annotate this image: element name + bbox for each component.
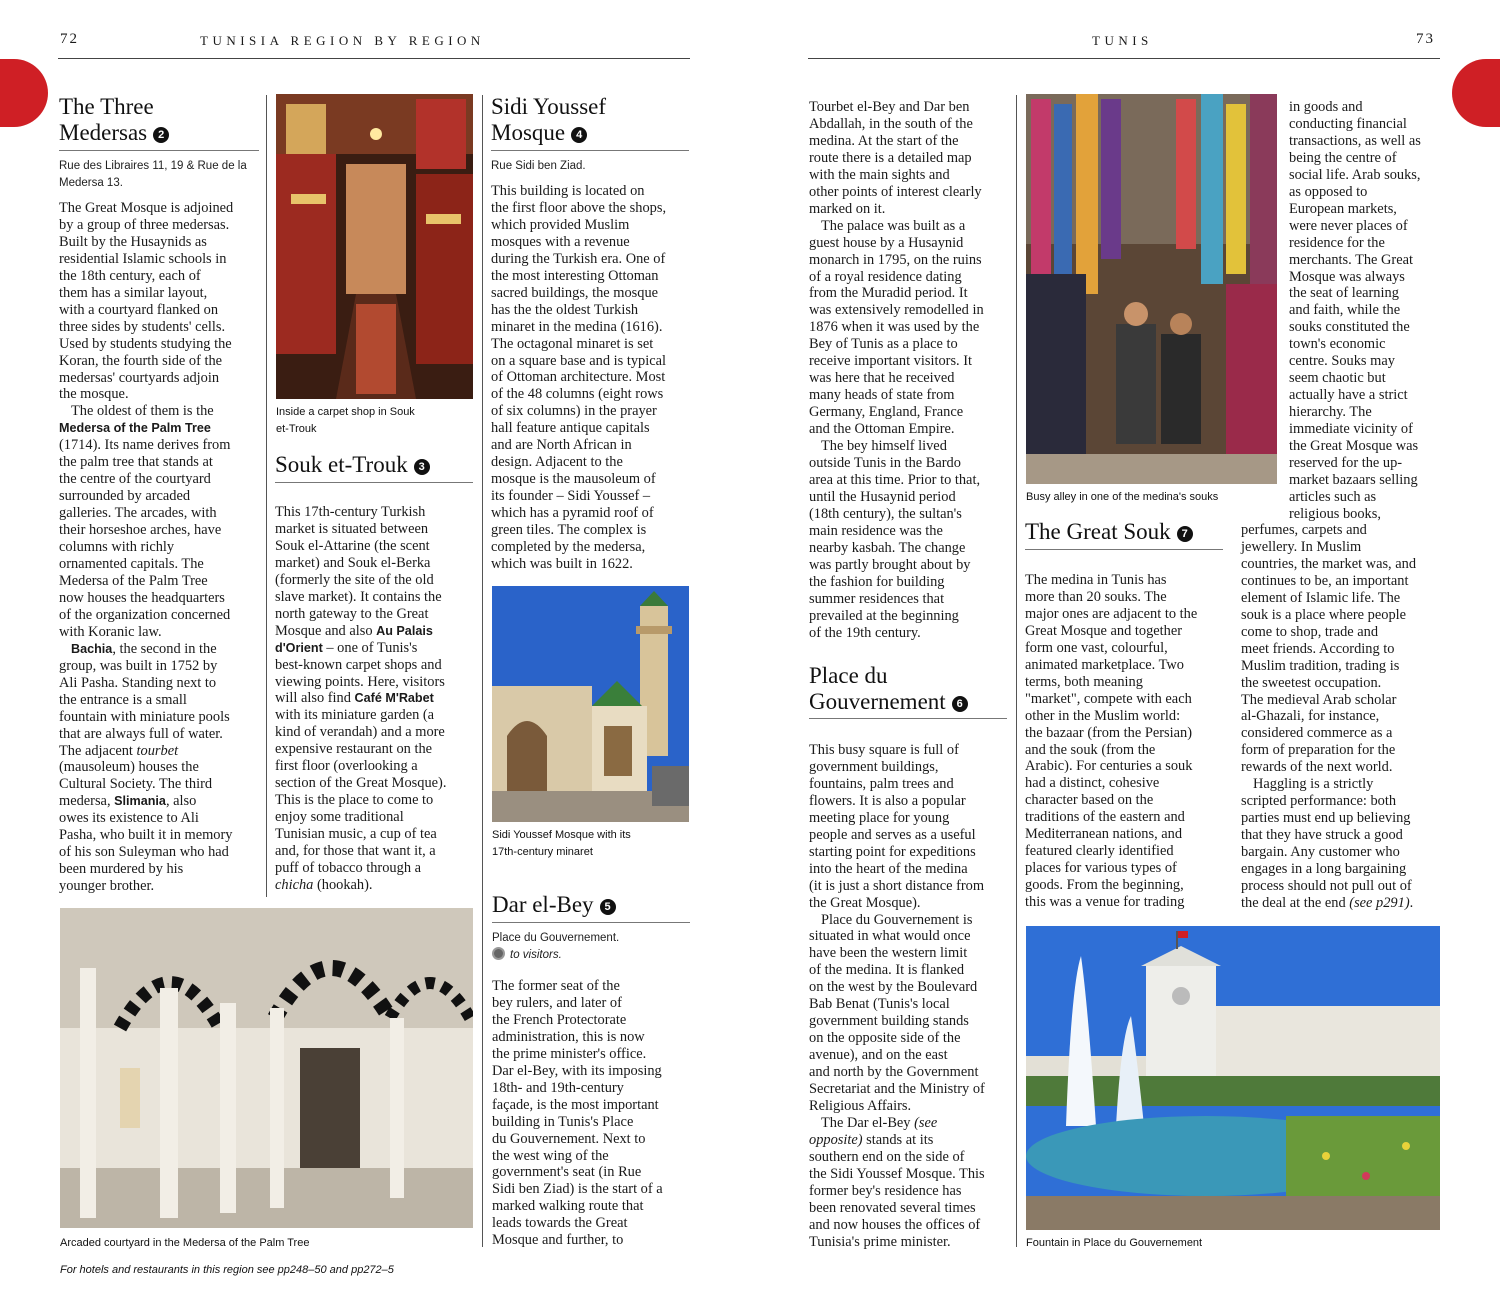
section-heading-three-medersas: [59, 94, 259, 146]
heading-line: Place du: [809, 663, 888, 688]
paragraph: The Dar el-Bey: [821, 1114, 915, 1131]
heading-rule: [809, 718, 1007, 719]
body-text-place-du-gouvernement: [809, 742, 1014, 1251]
column-rule: [1016, 95, 1017, 1247]
sight-number-badge: 3: [414, 459, 430, 475]
address-line: Medersa 13.: [59, 177, 123, 189]
left-running-head: TUNISIA REGION BY REGION: [200, 33, 485, 48]
section-heading-great-souk: [1025, 519, 1235, 545]
heading-line: Medersas: [59, 120, 148, 145]
body-text-souk-column-continued: [1241, 522, 1446, 912]
paragraph: .: [1409, 894, 1414, 911]
body-text-sidi-youssef: This building is located on the first floor above the shops, which provided Muslim mosques with a revenue during the Turkish era. One of the most interesting Ottoman sacred buildings, the mosque has the the oldest Turkish minaret in the medina (1616). The octagonal minaret is set on a square base and is typical of Ottoman architecture. Most of the 48 columns (eight rows of six columns) in the prayer hall feature antique capitals and are North African in design. Adjacent to the mosque is the mausoleum of its founder – Sidi Youssef – which has a pyramid roof of green tiles. The complex is completed by the medersa, which was built in 1622.: [491, 183, 667, 572]
body-text-dar-el-bey-continued: [809, 99, 1014, 642]
italic-term: (see opposite): [809, 1114, 938, 1148]
column-rule: [482, 95, 483, 1247]
closed-icon: [492, 947, 505, 960]
right-page-number: 73: [1416, 31, 1435, 47]
caption-carpet-shop: [276, 404, 476, 438]
souk-alley-photo: [1026, 94, 1277, 484]
bold-term: Bachia: [71, 641, 113, 656]
heading-line: Dar el-Bey: [492, 892, 594, 917]
address: [492, 930, 692, 964]
body-text-dar-el-bey: The former seat of the bey rulers, and later of the French Protectorate administration, this is now the prime minister's office. Dar el-Bey, with its imposing 18th- and 19th-century façade, is the most important building in Tunis's Place du Gouvernement. Next to the west wing of the government's seat (in Rue Sidi ben Ziad) is the start of a marked walking route that leads towards the Great Mosque and further, to: [492, 978, 663, 1249]
body-text-souk-et-trouk: [275, 504, 475, 894]
paragraph: This busy square is full of government buildings, fountains, palm trees and flowers. It is also a popular meeting place for young people and serves as a useful starting point for expeditions into the heart of the medina (it is just a short distance from the Great Mosque).: [809, 742, 985, 911]
paragraph: perfumes, carpets and jewellery. In Muslim countries, the market was, and continues to be, an important element of Islamic life. The souk is a place where people come to shop, trade and meet friends. According to Muslim tradition, trading is the sweetest occupation. The medieval Arab scholar al-Ghazali, for instance, considered commerce as a form of preparation for the rewards of the next world.: [1241, 522, 1417, 776]
section-heading-place-du-gouvernement: [809, 663, 1014, 715]
right-header-rule: [808, 58, 1440, 59]
sight-number-badge: 2: [153, 127, 169, 143]
paragraph: Tourbet el-Bey and Dar ben Abdallah, in the south of the medina. At the start of the route there is a detailed map with the main sights and other points of interest clearly marked on it.: [809, 99, 982, 217]
right-running-head: TUNIS: [1092, 33, 1153, 48]
paragraph: The bey himself lived outside Tunis in the Bardo area at this time. Prior to that, until the Husaynid period (18th century), the sultan's main residence was the nearby kasbah. The change was partly brought about by the fashion for building summer residences that prevailed at the beginning of the 19th century.: [809, 438, 981, 641]
bold-term: Slimania: [114, 794, 166, 809]
address: Rue Sidi ben Ziad.: [491, 160, 586, 172]
paragraph: with its miniature garden (a kind of verandah) and a more expensive restaurant on the first floor (overlooking a section of the Great Mosque). This is the place to come to enjoy some traditional Tunisian music, a cup of tea and, for those that want it, a puff of tobacco through a: [275, 707, 447, 877]
closed-note: to visitors.: [510, 949, 562, 961]
body-text-souk-column: in goods and conducting financial transactions, as well as being the centre of social life. Arab souks, as opposed to European markets, were never places of residence for the merchants. The Great Mosque was always the seat of learning and faith, while the souks constituted the town's economic centre. Souks may seem chaotic but actually have a strict hierarchy. The immediate vicinity of the Great Mosque was reserved for the up- market bazaars selling articles such as religious books,: [1289, 99, 1421, 522]
caption-fountain: Fountain in Place du Gouvernement: [1026, 1237, 1203, 1249]
paragraph: The palace was built as a guest house by a Husaynid monarch in 1795, on the ruins of a royal residence dating from the Muradid period. It was extensively remodelled in 1876 when it was used by the Bey of Tunis as a place to receive important visitors. It was here that he received many heads of state from Germany, England, France and the Ottoman Empire.: [809, 217, 984, 438]
section-heading-souk-et-trouk: [275, 452, 475, 478]
paragraph: (1714). Its name derives from the palm tree that stands at the centre of the courtyard surrounded by arcaded galleries. The arcades, with their horseshoe arches, have columns with richly ornamented capitals. The Medersa of the Palm Tree now houses the headquarters of the organization concerned with Koranic law.: [59, 437, 231, 640]
paragraph: (hookah).: [313, 876, 373, 893]
footer-note: For hotels and restaurants in this region see pp248–50 and pp272–5: [60, 1264, 394, 1276]
bold-term: Medersa of the Palm Tree: [59, 421, 211, 436]
bold-term: d'Orient: [275, 640, 323, 655]
paragraph: The oldest of them is the: [71, 403, 214, 420]
column-rule: [266, 95, 267, 897]
left-page-number: 72: [60, 31, 79, 47]
paragraph: This 17th-century Turkish market is situated between Souk el-Attarine (the scent market) and Souk el-Berka (formerly the site of the old slave market). It contains the north gateway to the Great Mosque and also: [275, 504, 442, 639]
heading-line: The Three: [59, 94, 154, 119]
body-text-three-medersas: [59, 200, 263, 895]
heading-rule: [1025, 549, 1223, 550]
right-thumb-tab: [1452, 59, 1500, 127]
paragraph: (mausoleum) houses the Cultural Society. The third medersa,: [59, 759, 213, 810]
paragraph: Place du Gouvernement is situated in what would once have been the western limit of the medina. It is flanked on the west by the Boulevard Bab Benat (Tunis's local government building stands on the opposite side of the avenue), and on the east and north by the Government Secretariat and the Ministry of Religious Affairs.: [809, 911, 985, 1115]
sight-number-badge: 4: [571, 127, 587, 143]
paragraph: stands at its southern end on the side of the Sidi Youssef Mosque. This former bey's residence has been renovated several times and now houses the offices of Tunisia's prime minister.: [809, 1131, 985, 1250]
bold-term: Café M'Rabet: [354, 691, 434, 706]
heading-line: Mosque: [491, 120, 566, 145]
sight-number-badge: 5: [600, 899, 616, 915]
medersa-courtyard-photo: [60, 908, 473, 1228]
caption-line: 17th-century minaret: [492, 846, 593, 858]
caption-courtyard: Arcaded courtyard in the Medersa of the Palm Tree: [60, 1237, 310, 1249]
heading-line: Sidi Youssef: [491, 94, 607, 119]
body-text-great-souk: The medina in Tunis has more than 20 souks. The major ones are adjacent to the Great Mosque and together form one vast, colourful, animated marketplace. Two terms, both meaning "market", compete with each other in the Muslim world: the bazaar (from the Persian) and the souk (from the Arabic). For centuries a souk had a distinct, cohesive character based on the traditions of the eastern and Mediterranean nations, and featured clearly identified places for various types of goods. From the beginning, this was a venue for trading: [1025, 572, 1198, 911]
sidi-youssef-mosque-photo: [492, 586, 689, 822]
heading-line: Gouvernement: [809, 689, 946, 714]
address-line: Place du Gouvernement.: [492, 932, 620, 944]
paragraph: , the second in the group, was built in 1752 by Ali Pasha. Standing next to the entrance is a small fountain with miniature pools that are always full of water. The adjacent: [59, 640, 230, 759]
sight-number-badge: 7: [1177, 526, 1193, 542]
italic-term: chicha: [275, 876, 314, 893]
paragraph: – one of Tunis's best-known carpet shops and viewing points. Here, visitors will also find: [275, 639, 445, 707]
left-thumb-tab: [0, 59, 48, 127]
section-heading-dar-el-bey: [492, 892, 692, 918]
address-line: Rue des Libraires 11, 19 & Rue de la: [59, 160, 247, 172]
italic-term: tourbet: [136, 742, 179, 759]
left-header-rule: [58, 58, 690, 59]
sight-number-badge: 6: [952, 696, 968, 712]
heading-rule: [59, 150, 259, 151]
carpet-shop-photo: [276, 94, 473, 399]
section-heading-sidi-youssef: [491, 94, 691, 146]
cross-reference: (see p291): [1349, 894, 1410, 911]
heading-rule: [492, 922, 690, 923]
paragraph: , also owes its existence to Ali Pasha, who built it in memory of his son Suleyman who had been murdered by his younger brother.: [59, 793, 233, 895]
place-du-gouvernement-fountain-photo: [1026, 926, 1440, 1230]
heading-rule: [275, 482, 473, 483]
heading-line: The Great Souk: [1025, 519, 1171, 544]
paragraph: The Great Mosque is adjoined by a group of three medersas. Built by the Husaynids as residential Islamic schools in the 18th century, each of them has a similar layout, with a courtyard flanked on three sides by students' cells. Used by students studying the Koran, the fourth side of the medersas' courtyards adjoin the mosque.: [59, 200, 234, 403]
bold-term: Au Palais: [376, 623, 433, 638]
heading-line: Souk et-Trouk: [275, 452, 408, 477]
caption-line: Inside a carpet shop in Souk: [276, 406, 415, 418]
heading-rule: [491, 150, 689, 151]
paragraph: Haggling is a strictly scripted performance: both parties must end up believing that they have struck a good bargain. Any customer who engages in a long bargaining process should not pull out of the deal at the end: [1241, 776, 1412, 911]
caption-line: Sidi Youssef Mosque with its: [492, 829, 631, 841]
address: [59, 158, 264, 192]
caption-line: et-Trouk: [276, 423, 317, 435]
caption-souk-alley: Busy alley in one of the medina's souks: [1026, 491, 1219, 503]
caption-sidi-youssef: [492, 827, 692, 861]
